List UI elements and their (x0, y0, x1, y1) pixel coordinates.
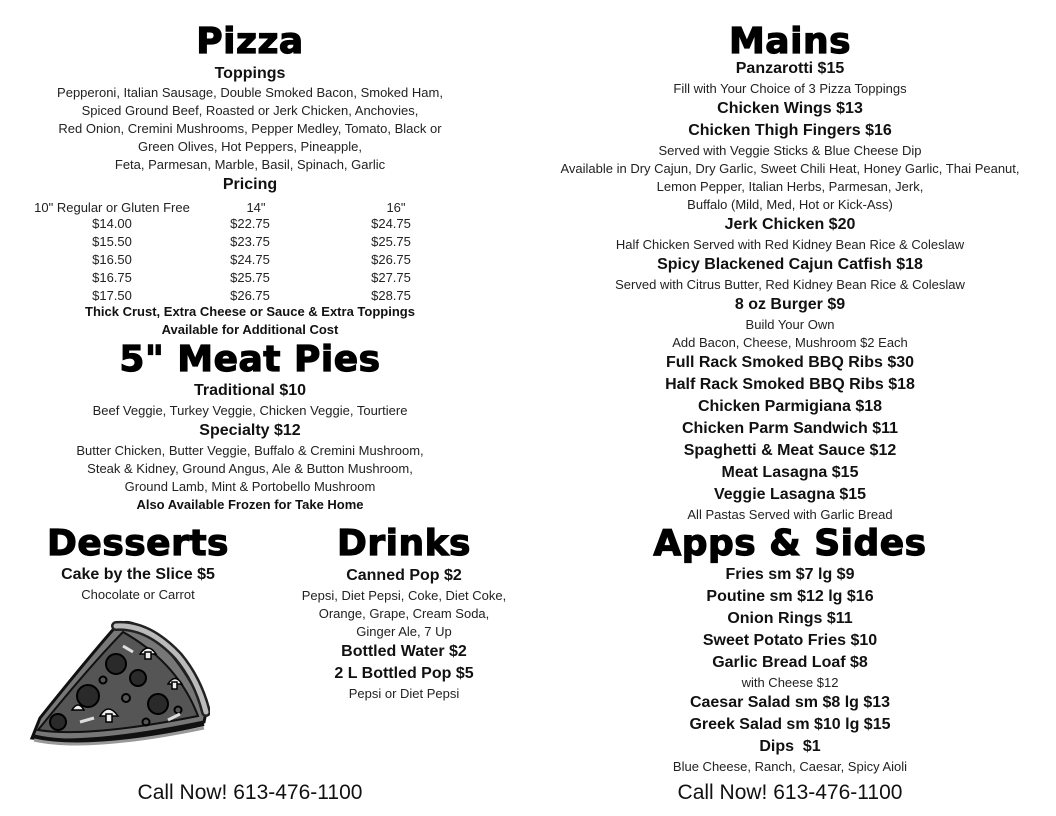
price-cell: $14.00 (92, 216, 132, 231)
price-cell: $27.75 (371, 270, 411, 285)
pasta-note: All Pastas Served with Garlic Bread (687, 507, 893, 522)
bottled-desc: Pepsi or Diet Pepsi (348, 686, 460, 701)
flavours-list (540, 160, 1040, 214)
price-header-14: 14" (246, 200, 266, 215)
price-cell: $25.75 (371, 234, 411, 249)
canned-line: Orange, Grape, Cream Soda, (318, 606, 490, 621)
menu-item: Caesar Salad sm $8 lg $13 (689, 694, 891, 711)
canned-line: Pepsi, Diet Pepsi, Coke, Diet Coke, (301, 588, 507, 603)
specialty-line: Steak & Kidney, Ground Angus, Ale & Button Mushroom, (87, 461, 413, 476)
call-now-left[interactable]: Call Now! 613-476-1100 (137, 781, 363, 804)
jerk-desc: Half Chicken Served with Red Kidney Bean Rice & Coleslaw (615, 237, 965, 252)
pricing-heading: Pricing (222, 176, 278, 193)
price-cell: $17.50 (92, 288, 132, 303)
price-cell: $16.75 (92, 270, 132, 285)
price-cell: $22.75 (230, 216, 270, 231)
toppings-heading: Toppings (214, 65, 286, 82)
price-cell: $25.75 (230, 270, 270, 285)
specialty-pies: Specialty $12 (199, 422, 301, 439)
pizza-extras (20, 303, 480, 339)
specialty-list (20, 442, 480, 496)
chicken-fingers: Chicken Thigh Fingers $16 (688, 122, 892, 139)
menu-item: Poutine sm $12 lg $16 (706, 588, 874, 605)
mains-title: Mains (728, 21, 851, 62)
price-header-16: 16" (386, 200, 406, 215)
cake-desc: Chocolate or Carrot (81, 587, 195, 602)
canned-list (294, 587, 514, 641)
price-cell: $26.75 (230, 288, 270, 303)
cake-item: Cake by the Slice $5 (61, 566, 215, 583)
flavours-line: Lemon Pepper, Italian Herbs, Parmesan, Jerk, (656, 179, 924, 194)
menu-item: Meat Lasagna $15 (721, 464, 859, 481)
chicken-wings: Chicken Wings $13 (717, 100, 863, 117)
toppings-line: Feta, Parmesan, Marble, Basil, Spinach, Garlic (114, 157, 386, 172)
burger-addons: Add Bacon, Cheese, Mushroom $2 Each (672, 335, 908, 350)
pizza-section (20, 22, 480, 196)
meat-pies-title: 5" Meat Pies (119, 339, 381, 380)
specialty-line: Butter Chicken, Butter Veggie, Buffalo & Cremini Mushroom, (76, 443, 424, 458)
garlic-desc: with Cheese $12 (741, 675, 839, 690)
flavours-line: Available in Dry Cajun, Dry Garlic, Sweet Chili Heat, Honey Garlic, Thai Peanut, (560, 161, 1020, 176)
menu-item: Garlic Bread Loaf $8 (712, 654, 868, 671)
price-header-10: 10" Regular or Gluten Free (34, 200, 190, 215)
extras-line: Available for Additional Cost (161, 322, 339, 337)
price-cell: $24.75 (371, 216, 411, 231)
menu-item: Chicken Parmigiana $18 (697, 398, 883, 415)
extras-line: Thick Crust, Extra Cheese or Sauce & Extra Toppings (85, 304, 415, 319)
toppings-line: Pepperoni, Italian Sausage, Double Smoked Bacon, Smoked Ham, (57, 85, 443, 100)
toppings-line: Spiced Ground Beef, Roasted or Jerk Chicken, Anchovies, (81, 103, 419, 118)
catfish: Spicy Blackened Cajun Catfish $18 (657, 256, 923, 273)
bottled-water: Bottled Water $2 (341, 643, 467, 660)
flavours-line: Buffalo (Mild, Med, Hot or Kick-Ass) (687, 197, 893, 212)
table-row (20, 270, 480, 288)
pricing-table (20, 200, 480, 304)
drinks-title: Drinks (337, 523, 471, 564)
specialty-line: Ground Lamb, Mint & Portobello Mushroom (124, 479, 376, 494)
price-cell: $28.75 (371, 288, 411, 303)
frozen-note: Also Available Frozen for Take Home (136, 497, 364, 512)
traditional-pies: Traditional $10 (193, 382, 307, 399)
jerk-chicken: Jerk Chicken $20 (724, 216, 856, 233)
call-now-right[interactable]: Call Now! 613-476-1100 (677, 781, 903, 804)
fingers-desc: Served with Veggie Sticks & Blue Cheese Dip (658, 143, 922, 158)
bottled-pop: 2 L Bottled Pop $5 (334, 665, 474, 682)
traditional-desc: Beef Veggie, Turkey Veggie, Chicken Veggie, Tourtiere (92, 403, 408, 418)
toppings-line: Green Olives, Hot Peppers, Pineapple, (137, 139, 362, 154)
price-cell: $23.75 (230, 234, 270, 249)
panzarotti: Panzarotti $15 (735, 60, 845, 77)
burger: 8 oz Burger $9 (734, 296, 846, 313)
menu-item: Dips $1 (759, 738, 821, 755)
menu-item: Onion Rings $11 (727, 610, 853, 627)
canned-pop: Canned Pop $2 (346, 567, 462, 584)
menu-item: Full Rack Smoked BBQ Ribs $30 (665, 354, 915, 371)
toppings-line: Red Onion, Cremini Mushrooms, Pepper Medley, Tomato, Black or (58, 121, 442, 136)
toppings-list (20, 84, 480, 174)
apps-title: Apps & Sides (653, 523, 927, 564)
dips-desc: Blue Cheese, Ranch, Caesar, Spicy Aioli (672, 759, 908, 774)
table-row (20, 216, 480, 234)
menu-item: Chicken Parm Sandwich $11 (681, 420, 899, 437)
pizza-slice-icon (28, 618, 210, 754)
catfish-desc: Served with Citrus Butter, Red Kidney Bean Rice & Coleslaw (615, 277, 965, 292)
price-cell: $16.50 (92, 252, 132, 267)
mains-section (540, 22, 1040, 524)
menu-item: Greek Salad sm $10 lg $15 (689, 716, 891, 733)
menu-item: Half Rack Smoked BBQ Ribs $18 (665, 376, 915, 393)
menu-item: Fries sm $7 lg $9 (725, 566, 855, 583)
desserts-section (28, 524, 248, 604)
desserts-title: Desserts (47, 523, 229, 564)
price-cell: $15.50 (92, 234, 132, 249)
table-row (20, 252, 480, 270)
pizza-title: Pizza (196, 21, 304, 62)
menu-item: Veggie Lasagna $15 (713, 486, 867, 503)
meat-pies-section (20, 340, 480, 514)
menu-item: Spaghetti & Meat Sauce $12 (683, 442, 897, 459)
price-cell: $26.75 (371, 252, 411, 267)
drinks-section (294, 524, 514, 703)
canned-line: Ginger Ale, 7 Up (356, 624, 452, 639)
burger-desc: Build Your Own (745, 317, 835, 332)
table-row (20, 234, 480, 252)
menu-item: Sweet Potato Fries $10 (702, 632, 878, 649)
apps-section (540, 524, 1040, 776)
panzarotti-desc: Fill with Your Choice of 3 Pizza Toppings (673, 81, 907, 96)
price-cell: $24.75 (230, 252, 270, 267)
